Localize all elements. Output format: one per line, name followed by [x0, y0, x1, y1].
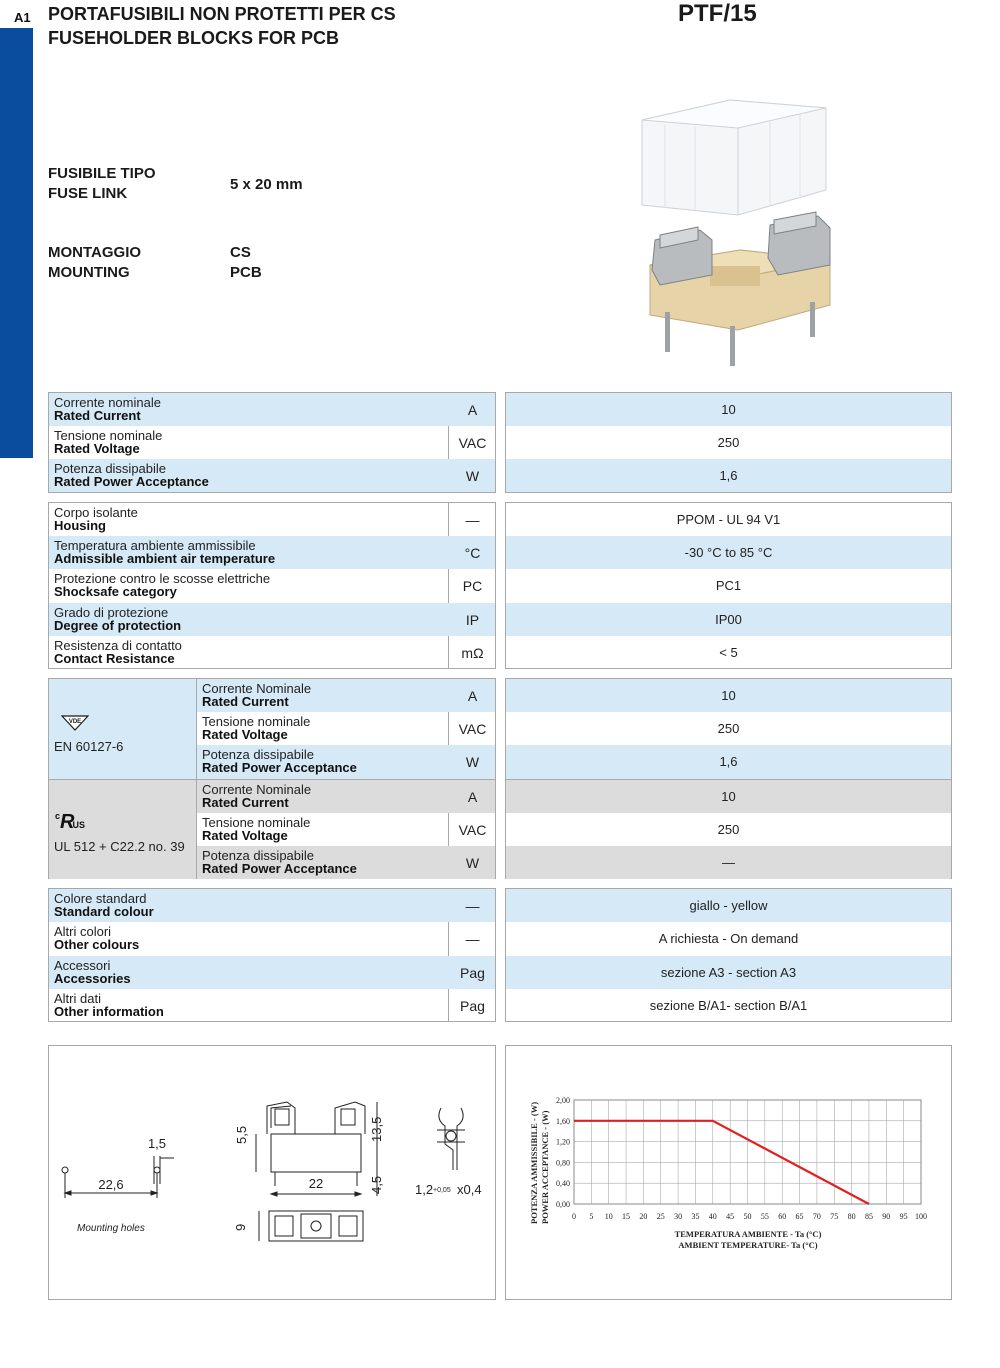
row-label-it: Resistenza di contatto [54, 638, 182, 653]
chart-x-tick-label: 30 [674, 1212, 683, 1221]
table-row [506, 745, 951, 779]
row-unit: W [465, 753, 480, 770]
table-row [197, 780, 495, 813]
row-value: 1,6 [719, 468, 738, 483]
row-label-en: Rated Power Acceptance [202, 861, 357, 876]
row-label-it: Potenza dissipabile [202, 747, 315, 762]
row-value: 10 [721, 688, 736, 703]
row-unit: Pag [460, 964, 485, 981]
dim-height-right-label: 13,5 [369, 1116, 384, 1142]
table-row [49, 922, 495, 955]
chart-ylabel: POTENZA AMMISSIBILE - (W) [529, 1101, 539, 1224]
approvals-values-table [505, 678, 952, 879]
dim-pin-label: 4,5 [369, 1175, 384, 1194]
row-value: < 5 [719, 645, 738, 660]
row-label-en: Accessories [54, 971, 131, 986]
table-row [506, 393, 951, 426]
row-label-en: Housing [54, 518, 106, 533]
mount-label-en: MOUNTING [48, 264, 130, 281]
product-photo [620, 90, 850, 370]
row-unit: mΩ [461, 644, 484, 661]
dim-tol-label: +0,05 [433, 1187, 451, 1194]
mounting-label [48, 243, 141, 283]
row-label-it: Colore standard [54, 891, 147, 906]
chart-x-tick-label: 100 [915, 1212, 927, 1221]
row-unit: W [465, 467, 480, 484]
table-row [49, 426, 495, 459]
properties-values-table [505, 502, 952, 669]
row-unit: A [467, 788, 478, 805]
table-row [49, 503, 495, 536]
fuse-link-label [48, 164, 156, 204]
table-row [197, 712, 495, 745]
row-label-en: Rated Current [54, 408, 141, 423]
ul-logo-us: US [72, 820, 85, 830]
row-label-it: Corrente Nominale [202, 782, 312, 797]
dim-height-left-label: 5,5 [234, 1125, 249, 1144]
table-row [506, 636, 951, 669]
table-row [49, 956, 495, 989]
row-label-en: Rated Voltage [202, 828, 288, 843]
dim-width-label: 9 [233, 1223, 248, 1231]
chart-y-tick-label: 1,60 [556, 1116, 570, 1126]
row-unit: IP [465, 611, 480, 628]
row-value: IP00 [715, 612, 742, 627]
dim-thick-label: 1,2 [415, 1182, 434, 1197]
title-english: FUSEHOLDER BLOCKS FOR PCB [48, 28, 340, 48]
table-row [506, 889, 951, 922]
chart-x-tick-label: 55 [760, 1212, 769, 1221]
row-label-it: Altri dati [54, 991, 101, 1006]
row-value: sezione B/A1- section B/A1 [649, 998, 808, 1013]
chart-x-tick-label: 25 [656, 1212, 665, 1221]
chart-x-tick-label: 10 [604, 1212, 613, 1221]
row-label-it: Corpo isolante [54, 505, 138, 520]
clip-detail-view [437, 1108, 465, 1170]
table-row [49, 989, 495, 1022]
vde-logo-icon [61, 715, 89, 731]
row-label-it: Grado di protezione [54, 605, 169, 620]
row-unit: °C [464, 544, 481, 561]
chart-x-tick-label: 75 [830, 1212, 839, 1221]
row-unit: A [467, 401, 478, 418]
table-row [49, 459, 495, 492]
table-row [506, 922, 951, 955]
ul-logo-ru: R [60, 811, 73, 833]
row-label-en: Rated Current [202, 795, 289, 810]
row-unit: VAC [458, 434, 487, 451]
dim-pitch-label: 22,6 [98, 1177, 124, 1192]
page-title [48, 2, 396, 50]
transparent-cover-image [642, 100, 826, 215]
row-label-en: Degree of protection [54, 618, 182, 633]
chart-x-tick-label: 70 [812, 1212, 821, 1221]
table-row [197, 846, 495, 879]
row-label-en: Rated Power Acceptance [54, 474, 209, 489]
row-value: 250 [717, 822, 740, 837]
extras-labels-table [48, 888, 496, 1022]
chart-x-tick-label: 45 [726, 1212, 735, 1221]
table-row [49, 603, 495, 636]
vde-logo-text: VDE [68, 719, 82, 725]
chart-x-tick-label: 50 [743, 1212, 752, 1221]
mount-value-en: PCB [230, 264, 262, 281]
row-value: giallo - yellow [689, 898, 768, 913]
chart-x-tick-label: 20 [639, 1212, 648, 1221]
fuseholder-top-view [259, 1211, 363, 1241]
chart-x-tick-label: 40 [708, 1212, 717, 1221]
row-value: sezione A3 - section A3 [660, 965, 797, 980]
table-row [49, 393, 495, 426]
row-label-it: Potenza dissipabile [54, 461, 167, 476]
chart-x-tick-label: 15 [622, 1212, 631, 1221]
row-unit: W [465, 854, 480, 871]
row-value: 1,6 [719, 754, 738, 769]
row-value: 10 [721, 789, 736, 804]
ul-logo-icon [55, 811, 85, 834]
dimensional-drawing [49, 1046, 495, 1299]
row-value: 250 [717, 721, 740, 736]
row-unit: — [465, 511, 480, 528]
table-row [506, 956, 951, 989]
chart-ylabel2: POWER ACCEPTANCE - (W) [540, 1110, 550, 1224]
chart-x-tick-label: 35 [691, 1212, 700, 1221]
chart-x-tick-label: 60 [778, 1212, 787, 1221]
ul-standard: UL 512 + C22.2 no. 39 [54, 839, 185, 854]
ul-cert-cell [49, 779, 196, 879]
table-row [49, 636, 495, 669]
row-value: A richiesta - On demand [658, 931, 799, 946]
row-label-en: Admissible ambient air temperature [54, 551, 276, 566]
vde-standard: EN 60127-6 [54, 739, 124, 754]
approvals-labels-table [48, 678, 496, 879]
chart-x-tick-label: 0 [572, 1212, 576, 1221]
chart-y-tick-label: 1,20 [556, 1137, 570, 1147]
row-label-it: Tensione nominale [54, 428, 163, 443]
row-label-it: Accessori [54, 958, 111, 973]
section-code: A1 [14, 10, 31, 25]
row-label-it: Altri colori [54, 924, 112, 939]
chart-y-tick-label: 0,40 [556, 1179, 570, 1189]
table-row [506, 536, 951, 569]
table-row [506, 503, 951, 536]
fuse-label-it: FUSIBILE TIPO [48, 165, 156, 182]
row-label-it: Corrente nominale [54, 395, 161, 410]
table-row [197, 813, 495, 846]
row-value: 10 [721, 402, 736, 417]
chart-x-tick-label: 5 [589, 1212, 594, 1221]
row-unit: VAC [458, 720, 487, 737]
model-code: PTF/15 [678, 0, 757, 27]
row-label-it: Tensione nominale [202, 815, 311, 830]
technical-drawing-panel [48, 1045, 496, 1300]
table-row [506, 712, 951, 745]
mounting-holes-label: Mounting holes [77, 1223, 145, 1234]
mounting-value [230, 243, 262, 283]
chart-grid [574, 1100, 921, 1204]
table-row [197, 745, 495, 779]
row-value: PPOM - UL 94 V1 [676, 512, 781, 527]
row-label-it: Protezione contro le scosse elettriche [54, 571, 271, 586]
table-row [506, 780, 951, 813]
row-unit: — [465, 930, 480, 947]
section-sidebar-bar [0, 28, 33, 458]
row-value: PC1 [715, 578, 742, 593]
table-row [506, 679, 951, 712]
chart-y-ticks [556, 1096, 570, 1209]
row-label-it: Tensione nominale [202, 714, 311, 729]
row-label-en: Shocksafe category [54, 584, 177, 599]
chart-x-tick-label: 95 [899, 1212, 908, 1221]
row-label-it: Potenza dissipabile [202, 848, 315, 863]
mount-value-it: CS [230, 244, 251, 261]
rated-labels-table [48, 392, 496, 493]
table-row [506, 603, 951, 636]
chart-y-tick-label: 2,00 [556, 1096, 570, 1105]
table-row [506, 846, 951, 879]
table-row [49, 889, 495, 922]
table-row [49, 569, 495, 602]
chart-x-tick-label: 85 [864, 1212, 873, 1221]
row-unit: — [465, 897, 480, 914]
row-label-en: Rated Current [202, 694, 289, 709]
chart-x-ticks [572, 1212, 927, 1221]
row-label-en: Other information [54, 1004, 164, 1019]
chart-y-tick-label: 0,00 [556, 1200, 570, 1209]
table-row [49, 536, 495, 569]
table-row [506, 426, 951, 459]
properties-labels-table [48, 502, 496, 669]
ul-logo-c: c [55, 811, 61, 821]
fuse-link-value: 5 x 20 mm [230, 176, 303, 193]
rated-values-table [505, 392, 952, 493]
fuse-label-en: FUSE LINK [48, 185, 128, 202]
row-value: -30 °C to 85 °C [684, 545, 773, 560]
chart-x-tick-label: 90 [882, 1212, 891, 1221]
chart-xlabel: TEMPERATURA AMBIENTE - Ta (°C) [674, 1229, 822, 1239]
derating-chart-panel [505, 1045, 952, 1300]
row-label-en: Rated Voltage [202, 727, 288, 742]
chart-x-tick-label: 65 [795, 1212, 804, 1221]
chart-xlabel2: AMBIENT TEMPERATURE- Ta (°C) [678, 1240, 818, 1250]
row-label-en: Rated Power Acceptance [202, 760, 357, 775]
mount-label-it: MONTAGGIO [48, 244, 142, 261]
extras-values-table [505, 888, 952, 1022]
row-unit: Pag [460, 997, 485, 1014]
row-unit: A [467, 687, 478, 704]
row-label-it: Temperatura ambiente ammissibile [54, 538, 256, 553]
title-italian: PORTAFUSIBILI NON PROTETTI PER CS [48, 4, 396, 24]
dim-hole-label: 1,5 [147, 1136, 167, 1151]
table-row [506, 989, 951, 1022]
row-unit: VAC [458, 821, 487, 838]
table-row [506, 813, 951, 846]
row-value: 250 [717, 435, 740, 450]
row-label-en: Contact Resistance [54, 651, 175, 666]
chart-y-tick-label: 0,80 [556, 1158, 570, 1168]
vde-cert-cell [49, 679, 196, 779]
row-label-en: Standard colour [54, 904, 154, 919]
fuse-base-image [650, 212, 830, 366]
row-unit: PC [462, 577, 483, 594]
table-row [197, 679, 495, 712]
row-label-en: Rated Voltage [54, 441, 140, 456]
dim-x-label: x0,4 [457, 1182, 482, 1197]
row-label-it: Corrente Nominale [202, 681, 312, 696]
chart-x-tick-label: 80 [847, 1212, 856, 1221]
row-value: — [722, 855, 735, 870]
row-label-en: Other colours [54, 937, 140, 952]
table-row [506, 459, 951, 492]
dim-length-label: 22 [308, 1176, 324, 1191]
derating-chart [506, 1046, 951, 1299]
table-row [506, 569, 951, 602]
